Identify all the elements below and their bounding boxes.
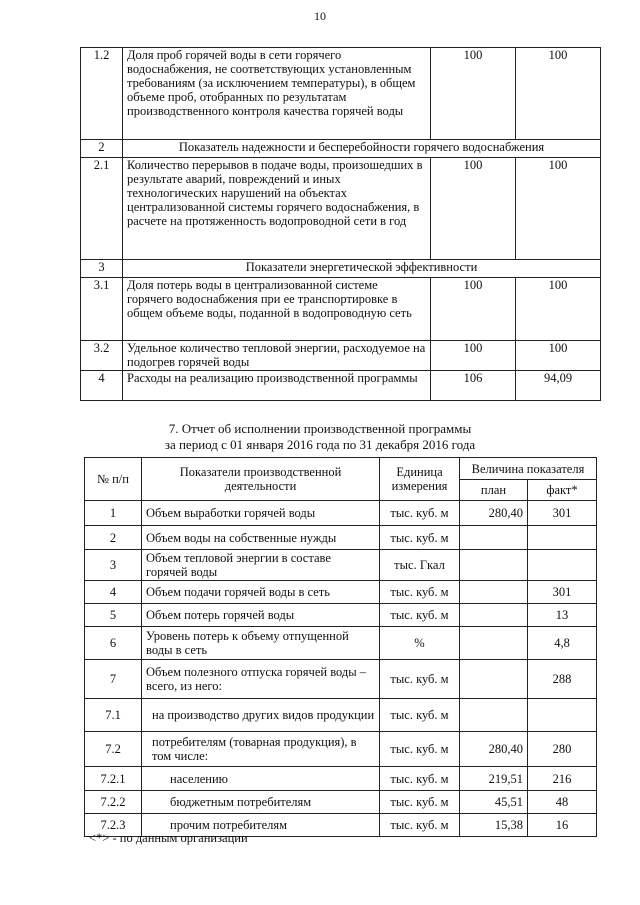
- fact-value: 280: [528, 732, 597, 767]
- table-row: [85, 604, 597, 627]
- plan-value: 280,40: [460, 501, 528, 526]
- indicators-table-body: [81, 48, 601, 401]
- row-number: 7: [85, 660, 142, 699]
- row-number: 3.2: [81, 341, 123, 371]
- table-row: [81, 48, 601, 140]
- fact-value: 100: [516, 278, 601, 341]
- indicator-name: на производство других видов продукции: [142, 699, 380, 732]
- table-row: [81, 158, 601, 260]
- row-number: 7.2.2: [85, 791, 142, 814]
- indicator-name: Объем тепловой энергии в составе горячей воды: [142, 550, 380, 581]
- header-unit: Единица измерения: [380, 458, 460, 501]
- row-number: 3.1: [81, 278, 123, 341]
- fact-value: 100: [516, 341, 601, 371]
- unit-value: тыс. куб. м: [380, 660, 460, 699]
- indicators-table: [80, 47, 601, 401]
- row-number: 1: [85, 501, 142, 526]
- section-heading: Показатель надежности и бесперебойности горячего водоснабжения: [123, 140, 601, 158]
- header-indicator: Показатели производственной деятельности: [142, 458, 380, 501]
- indicator-text: Расходы на реализацию производственной программы: [123, 371, 431, 401]
- footnote: <*> - по данным организации: [89, 831, 248, 845]
- plan-value: 106: [431, 371, 516, 401]
- plan-value: [460, 550, 528, 581]
- plan-value: [460, 526, 528, 550]
- indicator-text: Доля проб горячей воды в сети горячего водоснабжения, не соответствующих установленным требованиям (за исключением температуры), в общем объеме проб, отобранных по результатам производственного контроля качества горячей воды: [123, 48, 431, 140]
- indicator-name: Объем выработки горячей воды: [142, 501, 380, 526]
- section-7-title: 7. Отчет об исполнении производственной программы: [168, 421, 472, 436]
- row-number: 1.2: [81, 48, 123, 140]
- table-row: [85, 699, 597, 732]
- indicator-name: Уровень потерь к объему отпущенной воды в сеть: [142, 627, 380, 660]
- row-number: 3: [81, 260, 123, 278]
- program-report-table-body: [85, 501, 597, 837]
- fact-value: [528, 526, 597, 550]
- plan-value: [460, 699, 528, 732]
- fact-value: 4,8: [528, 627, 597, 660]
- plan-value: [460, 627, 528, 660]
- fact-value: 100: [516, 48, 601, 140]
- table-row: [85, 660, 597, 699]
- fact-value: 100: [516, 158, 601, 260]
- table-row: [81, 278, 601, 341]
- fact-value: 16: [528, 814, 597, 837]
- plan-value: 280,40: [460, 732, 528, 767]
- table-row: [85, 526, 597, 550]
- row-number: 4: [85, 581, 142, 604]
- unit-value: тыс. куб. м: [380, 501, 460, 526]
- table-row: [85, 501, 597, 526]
- plan-value: [460, 660, 528, 699]
- unit-value: тыс. куб. м: [380, 732, 460, 767]
- indicator-name: потребителям (товарная продукция), в том числе:: [142, 732, 380, 767]
- table-row: [85, 581, 597, 604]
- table-row: [81, 341, 601, 371]
- indicator-name: бюджетным потребителям: [142, 791, 380, 814]
- section-heading: Показатели энергетической эффективности: [123, 260, 601, 278]
- fact-value: 216: [528, 767, 597, 791]
- table-row: [81, 140, 601, 158]
- indicator-name: Объем подачи горячей воды в сеть: [142, 581, 380, 604]
- plan-value: 100: [431, 341, 516, 371]
- plan-value: 100: [431, 278, 516, 341]
- table-row: [81, 260, 601, 278]
- indicator-text: Доля потерь воды в централизованной системе горячего водоснабжения при ее транспортировке в общем объеме воды, поданной в водопроводную сеть: [123, 278, 431, 341]
- unit-value: тыс. Гкал: [380, 550, 460, 581]
- row-number: 3: [85, 550, 142, 581]
- row-number: 7.2.1: [85, 767, 142, 791]
- unit-value: тыс. куб. м: [380, 791, 460, 814]
- table-row: [85, 627, 597, 660]
- plan-value: 100: [431, 48, 516, 140]
- program-report-table: [84, 457, 597, 837]
- indicator-name: Объем воды на собственные нужды: [142, 526, 380, 550]
- fact-value: 13: [528, 604, 597, 627]
- plan-value: 219,51: [460, 767, 528, 791]
- plan-value: [460, 581, 528, 604]
- header-value: Величина показателя: [460, 458, 597, 480]
- indicator-name: Объем полезного отпуска горячей воды – всего, из него:: [142, 660, 380, 699]
- header-plan: план: [460, 480, 528, 501]
- table-row: [81, 371, 601, 401]
- row-number: 2.1: [81, 158, 123, 260]
- table-row: [85, 732, 597, 767]
- row-number: 2: [85, 526, 142, 550]
- table-row: [85, 791, 597, 814]
- fact-value: 301: [528, 501, 597, 526]
- section-7-subtitle: за период с 01 января 2016 года по 31 декабря 2016 года: [164, 437, 476, 452]
- fact-value: 94,09: [516, 371, 601, 401]
- fact-value: 48: [528, 791, 597, 814]
- indicator-name: прочим потребителям: [142, 814, 380, 837]
- header-fact: факт*: [528, 480, 597, 501]
- row-number: 7.1: [85, 699, 142, 732]
- page-number: 10: [314, 9, 326, 23]
- row-number: 7.2.3: [85, 814, 142, 837]
- unit-value: тыс. куб. м: [380, 604, 460, 627]
- row-number: 6: [85, 627, 142, 660]
- table-row: [85, 767, 597, 791]
- row-number: 4: [81, 371, 123, 401]
- unit-value: тыс. куб. м: [380, 814, 460, 837]
- plan-value: [460, 604, 528, 627]
- unit-value: тыс. куб. м: [380, 699, 460, 732]
- fact-value: [528, 699, 597, 732]
- fact-value: 288: [528, 660, 597, 699]
- indicator-name: Объем потерь горячей воды: [142, 604, 380, 627]
- indicator-text: Количество перерывов в подаче воды, произошедших в результате аварий, повреждений и иных технологических нарушений на объектах централизованной системы горячего водоснабжения, в расчете на протяженность водопроводной сети в год: [123, 158, 431, 260]
- row-number: 5: [85, 604, 142, 627]
- fact-value: 301: [528, 581, 597, 604]
- row-number: 7.2: [85, 732, 142, 767]
- plan-value: 15,38: [460, 814, 528, 837]
- fact-value: [528, 550, 597, 581]
- table-row: [85, 550, 597, 581]
- indicator-name: населению: [142, 767, 380, 791]
- plan-value: 45,51: [460, 791, 528, 814]
- unit-value: тыс. куб. м: [380, 767, 460, 791]
- row-number: 2: [81, 140, 123, 158]
- plan-value: 100: [431, 158, 516, 260]
- indicator-text: Удельное количество тепловой энергии, расходуемое на подогрев горячей воды: [123, 341, 431, 371]
- unit-value: тыс. куб. м: [380, 526, 460, 550]
- unit-value: %: [380, 627, 460, 660]
- unit-value: тыс. куб. м: [380, 581, 460, 604]
- header-num: № п/п: [85, 458, 142, 501]
